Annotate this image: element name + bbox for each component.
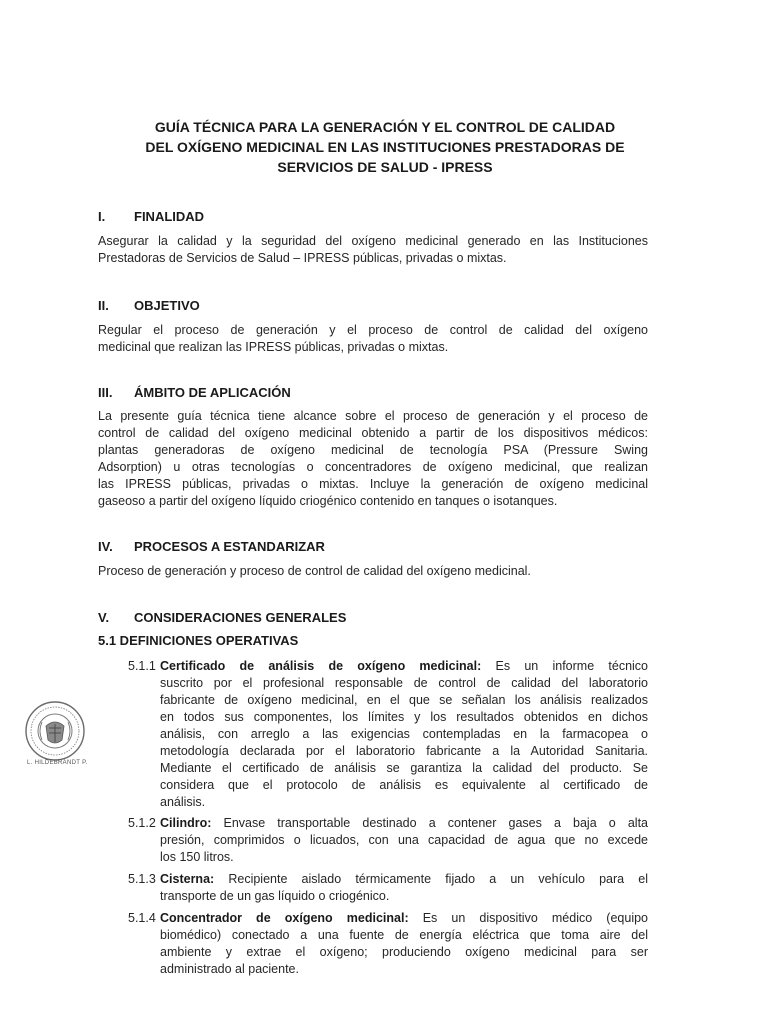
section-body-objetivo [98,322,648,356]
definition-term: Concentrador de oxígeno medicinal: [160,911,409,925]
section-heading-consideraciones [98,609,346,626]
text-line: gaseoso a partir del oxígeno líquido criogénico contenido en tanques o isotanques. [98,494,558,508]
text-line: metodología declarada por el laboratorio fabricante a la Autoridad Sanitaria. [160,744,648,758]
document-title [90,117,680,177]
definition-term: Cisterna: [160,872,215,886]
section-number: I. [98,209,106,224]
definition-number: 5.1.3 [128,872,156,886]
definition-item [128,658,648,811]
text-line: transporte de un gas líquido o criogénico. [160,889,390,903]
section-title: FINALIDAD [134,209,205,224]
text-line: Regular el proceso de generación y el proceso de control de calidad del oxígeno [98,323,648,337]
definition-item [128,815,648,866]
section-heading-ambito [98,384,291,401]
section-title: OBJETIVO [134,298,200,313]
text-line: los 150 litros. [160,850,234,864]
text-line: Asegurar la calidad y la seguridad del oxígeno medicinal generado en las Instituciones [98,234,648,248]
section-number: III. [98,385,113,400]
definition-text: Recipiente aislado térmicamente fijado a un vehículo para el [214,872,648,886]
section-title: PROCESOS A ESTANDARIZAR [134,539,325,554]
definition-item [128,871,648,905]
definition-first-line [160,658,648,675]
text-line: plantas generadoras de oxígeno medicinal de tecnología PSA (Pressure Swing [98,443,648,457]
definition-term: Cilindro: [160,816,212,830]
section-number: II. [98,298,109,313]
text-line: las IPRESS públicas, privadas o mixtas. Incluye la generación de oxígeno medicinal [98,477,648,491]
subsection-heading: 5.1 DEFINICIONES OPERATIVAS [98,633,299,648]
text-line: suscrito por el profesional responsable de control de calidad del laboratorio [160,676,648,690]
section-number: IV. [98,539,113,554]
text-line: control de calidad del oxígeno medicinal obtenido a partir de los dispositivos médicos: [98,426,648,440]
definition-number: 5.1.4 [128,911,156,925]
definition-text: Envase transportable destinado a contener gases a baja o alta [211,816,648,830]
section-title: ÁMBITO DE APLICACIÓN [134,385,291,400]
text-line: Mediante el certificado de análisis se garantiza la calidad del producto. Se [160,761,648,775]
text-line: fabricante de oxígeno medicinal, en el que se señalan los análisis realizados [160,693,648,707]
title-line: DEL OXÍGENO MEDICINAL EN LAS INSTITUCIONES PRESTADORAS DE [145,139,625,155]
definition-term: Certificado de análisis de oxígeno medicinal: [160,659,482,673]
section-number: V. [98,610,110,625]
definition-number: 5.1.2 [128,816,156,830]
text-line: considera que el protocolo de análisis es equivalente al certificado de [160,778,648,792]
section-heading-finalidad [98,208,204,225]
text-line: en todos sus componentes, los límites y los resultados obtenidos en dichos [160,710,648,724]
text-line: análisis, con arreglo a las exigencias contempladas en la farmacopea o [160,727,648,741]
seal-caption: L. HILDEBRANDT P. [27,760,88,766]
official-seal-icon [24,700,86,762]
title-line: GUÍA TÉCNICA PARA LA GENERACIÓN Y EL CONTROL DE CALIDAD [154,119,616,135]
text-line: Adsorption) u otras tecnologías o concentradores de oxígeno medicinal, que realizan [98,460,648,474]
text-line: Prestadoras de Servicios de Salud – IPRESS públicas, privadas o mixtas. [98,251,507,265]
section-heading-objetivo [98,297,200,314]
definition-text: Es un informe técnico [481,659,648,673]
definition-first-line [160,815,648,832]
text-line: ambiente y extrae el oxígeno; produciendo oxígeno medicinal para ser [160,945,648,959]
definition-number: 5.1.1 [128,659,156,673]
section-body-finalidad [98,233,648,267]
definition-first-line [160,871,648,888]
text-line: presión, comprimidos o licuados, con una capacidad de agua que no excede [160,833,648,847]
definition-text: Es un dispositivo médico (equipo [408,911,648,925]
text-line: Proceso de generación y proceso de control de calidad del oxígeno medicinal. [98,564,531,578]
text-line: biomédico) conectado a una fuente de energía eléctrica que toma aire del [160,928,648,942]
section-body-ambito [98,408,648,510]
text-line: La presente guía técnica tiene alcance sobre el proceso de generación y el proceso de [98,409,648,423]
section-title: CONSIDERACIONES GENERALES [134,610,347,625]
title-line: SERVICIOS DE SALUD - IPRESS [277,159,493,175]
section-heading-procesos [98,538,325,555]
section-body-procesos [98,563,648,580]
text-line: análisis. [160,795,206,809]
definition-first-line [160,910,648,927]
text-line: administrado al paciente. [160,962,299,976]
definition-item [128,910,648,978]
text-line: medicinal que realizan las IPRESS públicas, privadas o mixtas. [98,340,449,354]
